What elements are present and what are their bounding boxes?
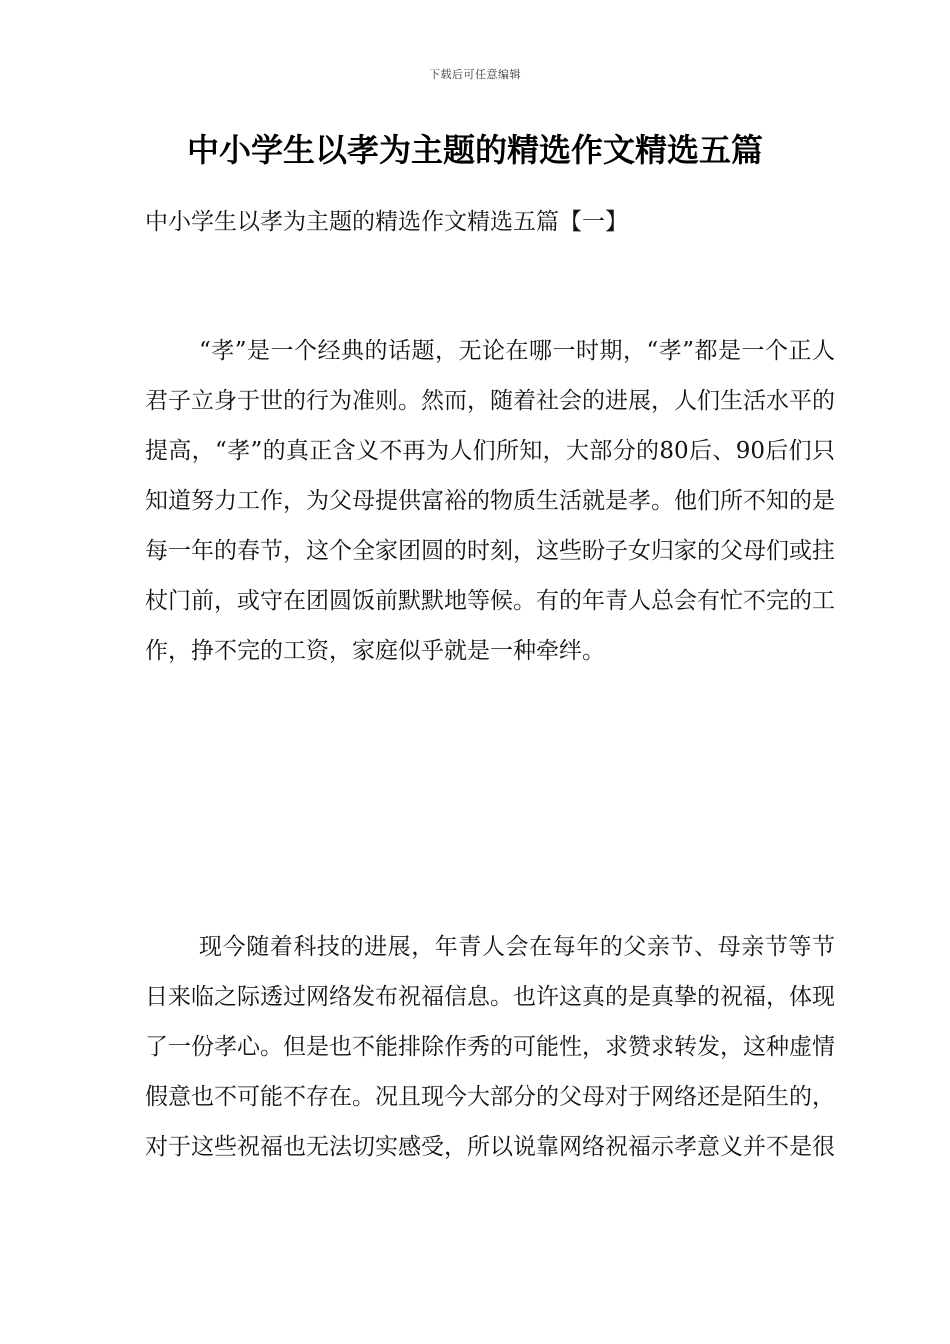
paragraph-1: “孝”是一个经典的话题，无论在哪一时期，“孝”都是一个正人君子立身于世的行为准则。然而，随着社会的进展，人们生活水平的提高，“孝”的真正含义不再为人们所知，大部分的80后、90后们只知道努力工作，为父母提供富裕的物质生活就是孝。他们所不知的是每一年的春节，这个全家团圆的时刻，这些盼子女归家的父母们或拄杖门前，或守在团圆饭前默默地等候。有的年青人总会有忙不完的工作，挣不完的工资，家庭似乎就是一种牵绊。 xyxy=(145,338,835,664)
section-heading: 中小学生以孝为主题的精选作文精选五篇【一】 xyxy=(145,209,628,235)
header-note: 下载后可任意编辑 xyxy=(429,68,521,81)
paragraph-2: 现今随着科技的进展，年青人会在每年的父亲节、母亲节等节日来临之际透过网络发布祝福信息。也许这真的是真挚的祝福，体现了一份孝心。但是也不能排除作秀的可能性，求赞求转发，这种虚情假意也不可能不存在。况且现今大部分的父母对于网络还是陌生的，对于这些祝福也无法切实感受，所以说靠网络祝福示孝意义并不是很 xyxy=(145,934,835,1160)
document-title: 中小学生以孝为主题的精选作文精选五篇 xyxy=(186,131,763,169)
